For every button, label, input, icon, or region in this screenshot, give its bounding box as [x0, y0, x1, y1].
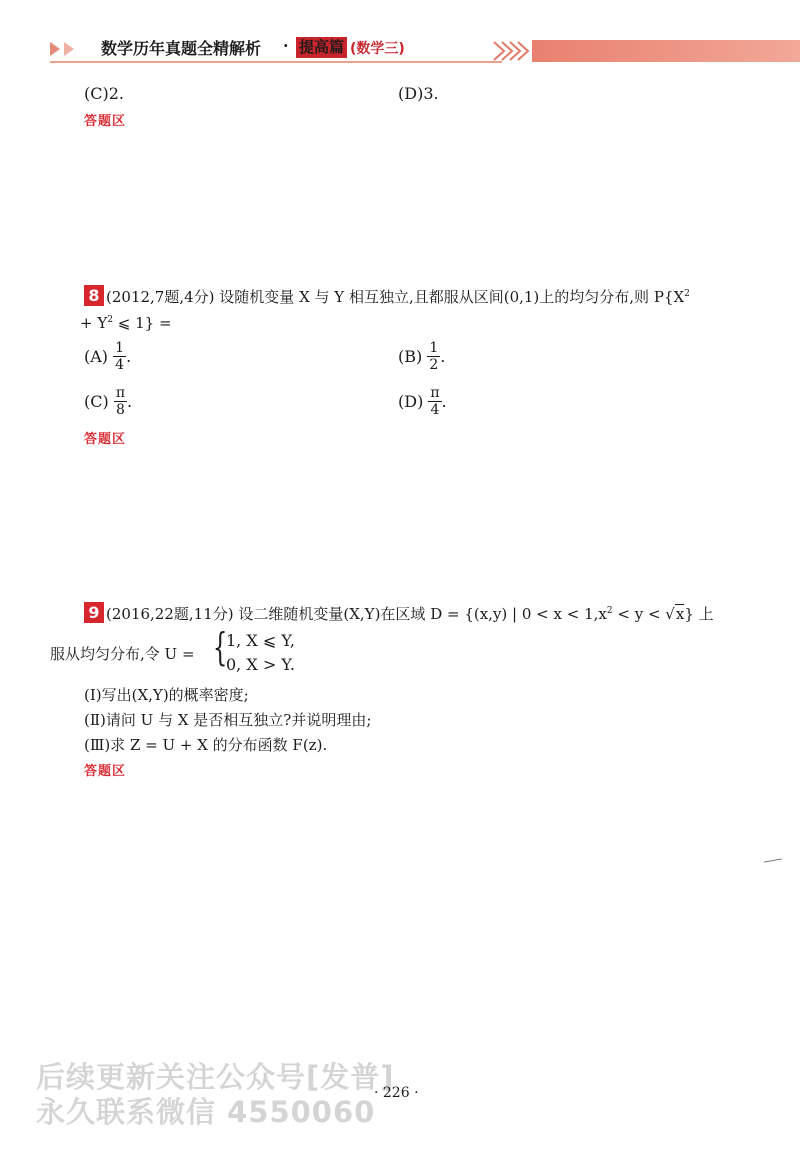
q8-option-a-end: . [126, 347, 132, 366]
q7-option-d: (D)3. [398, 84, 439, 103]
header-badge: 提高篇 [296, 37, 347, 58]
q8-option-a-num: 1 [115, 340, 125, 356]
q8-option-b-num: 1 [429, 340, 439, 356]
q8-option-d-fraction [428, 385, 441, 418]
q8-option-d-end: . [441, 392, 447, 411]
q8-option-a-fraction [113, 340, 126, 373]
q9-answer-area: 答题区 [84, 764, 127, 779]
q8-stem-line2-a: + Y [80, 314, 108, 332]
header-arrows-icon [48, 38, 88, 60]
q8-stem-line2 [80, 314, 172, 332]
q8-option-d-label: (D) [398, 392, 424, 411]
q9-stem-sup: 2 [606, 606, 613, 616]
q8-number-badge: 8 [84, 285, 104, 306]
q8-option-b-fraction [427, 340, 440, 373]
q8-option-d-den: 4 [430, 402, 440, 418]
q8-stem-sup2: 2 [107, 315, 113, 325]
header-subtitle: (数学三) [350, 41, 405, 57]
header-title: 数学历年真题全精解析 [101, 39, 262, 58]
q9-stem-b: < y < [612, 605, 666, 623]
header-dot: · [283, 36, 289, 55]
q9-part-2: (Ⅱ)请问 U 与 X 是否相互独立?并说明理由; [84, 711, 372, 729]
q8-option-d [398, 385, 447, 418]
watermark-line1: 后续更新关注公众号[发普] [36, 1060, 395, 1094]
q9-case-brace: { [212, 625, 228, 669]
page-number: · 226 · [374, 1085, 419, 1101]
q9-number-badge: 9 [84, 602, 104, 623]
q8-stem-sup1: 2 [684, 289, 690, 299]
q8-option-c [84, 385, 132, 418]
q9-source: (2016,22题,11分) [106, 605, 234, 623]
scan-mark [764, 858, 782, 862]
q9-case-2: 0, X > Y. [226, 655, 295, 674]
q8-stem-part1: 设随机变量 X 与 Y 相互独立,且都服从区间(0,1)上的均匀分布,则 P{X [219, 288, 685, 306]
q8-source: (2012,7题,4分) [106, 288, 215, 306]
q9-part-1: (Ⅰ)写出(X,Y)的概率密度; [84, 686, 249, 704]
header-band [532, 40, 800, 62]
q8-option-c-label: (C) [84, 392, 109, 411]
q8-option-c-end: . [127, 392, 133, 411]
watermark-line2: 永久联系微信 4550060 [36, 1095, 376, 1129]
q8-stem-line2-b: ⩽ 1} = [112, 314, 172, 332]
q8-stem-line1 [106, 286, 690, 307]
q7-answer-area: 答题区 [84, 114, 127, 129]
q8-option-c-fraction [114, 385, 127, 418]
q9-stem-a: 设二维随机变量(X,Y)在区域 D = {(x,y) | 0 < x < 1,x [238, 605, 607, 623]
q8-option-a [84, 340, 131, 373]
q8-option-a-label: (A) [84, 347, 109, 366]
q8-option-d-num: π [430, 385, 440, 401]
header-rule [50, 61, 502, 63]
q8-option-c-num: π [115, 385, 126, 401]
q9-stem-line1: (2016,22题,11分) 设二维随机变量(X,Y)在区域 D = {(x,y) | $0 < x < 1,x^2 < y < √x$} 上 [106, 605, 714, 623]
q9-stem-sqrt: x [675, 605, 685, 623]
q9-stem-line2: 服从均匀分布,令 U = [50, 645, 195, 663]
q9-stem-c: } 上 [684, 605, 714, 623]
q8-option-a-den: 4 [115, 357, 125, 373]
q7-option-c: (C)2. [84, 84, 124, 103]
q8-option-c-den: 8 [115, 402, 125, 418]
q8-option-b [398, 340, 445, 373]
q9-part-3: (Ⅲ)求 Z = U + X 的分布函数 F(z). [84, 736, 328, 754]
q8-option-b-end: . [440, 347, 446, 366]
q8-answer-area: 答题区 [84, 432, 127, 447]
q8-option-b-den: 2 [429, 357, 439, 373]
q8-option-b-label: (B) [398, 347, 423, 366]
q9-case-1: 1, X ⩽ Y, [226, 631, 295, 650]
